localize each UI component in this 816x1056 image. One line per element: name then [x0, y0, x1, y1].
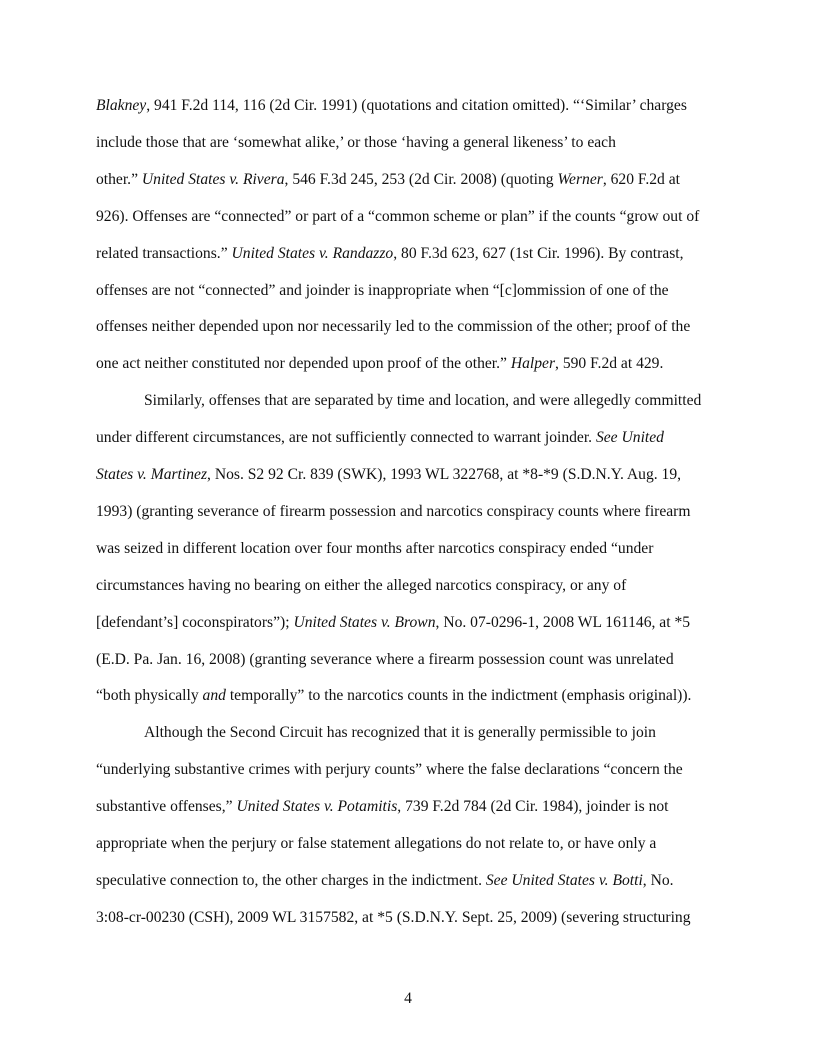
- text-segment: , No. 07-0296-1, 2008 WL 161146, at *5: [435, 613, 691, 631]
- text-line: [96, 834, 656, 854]
- text-segment: substantive offenses,”: [96, 798, 237, 816]
- text-segment: include those that are ‘somewhat alike,’ or those ‘having a general likeness’ to each: [96, 133, 616, 151]
- italic-citation: United States v. Randazzo: [231, 244, 394, 262]
- text-segment: (E.D. Pa. Jan. 16, 2008) (granting severance where a firearm possession count was unrelated: [96, 650, 674, 668]
- text-segment: , 739 F.2d 784 (2d Cir. 1984), joinder is not: [397, 798, 669, 816]
- text-segment: related transactions.”: [96, 244, 232, 262]
- text-line: [144, 723, 656, 743]
- italic-citation: States v. Martinez: [96, 466, 208, 483]
- text-segment: was seized in different location over four months after narcotics conspiracy ended “under: [96, 539, 654, 557]
- text-segment: 926). Offenses are “connected” or part of a “common scheme or plan” if the counts “grow out of: [96, 207, 700, 225]
- text-segment: other.”: [96, 170, 142, 188]
- text-segment: , 80 F.3d 623, 627 (1st Cir. 1996). By contrast,: [393, 244, 684, 262]
- text-line: [96, 170, 680, 190]
- text-segment: “underlying substantive crimes with perjury counts” where the false declarations “concern the: [96, 761, 683, 779]
- italic-citation: Werner: [557, 170, 603, 188]
- text-segment: offenses are not “connected” and joinder is inappropriate when “[c]ommission of one of the: [96, 281, 669, 299]
- italic-citation: Halper: [510, 355, 556, 373]
- text-segment: speculative connection to, the other charges in the indictment.: [96, 871, 486, 889]
- text-segment: , 590 F.2d at 429.: [555, 355, 664, 373]
- text-segment: “both physically: [96, 687, 203, 705]
- text-line: [96, 244, 684, 264]
- text-segment: 3:08-cr-00230 (CSH), 2009 WL 3157582, at *5 (S.D.N.Y. Sept. 25, 2009) (severing structuring: [96, 908, 691, 926]
- text-line: [96, 207, 699, 227]
- page-number: 4: [404, 990, 412, 1007]
- text-segment: , 941 F.2d 114, 116 (2d Cir. 1991) (quotations and citation omitted). “‘Similar’ charges: [146, 97, 687, 114]
- text-line: [96, 465, 681, 485]
- text-segment: , 546 F.3d 245, 253 (2d Cir. 2008) (quoting: [284, 170, 558, 188]
- text-segment: Although the Second Circuit has recognized that it is generally permissible to join: [144, 724, 656, 742]
- text-line: [96, 908, 691, 928]
- italic-citation: United States v. Rivera: [141, 170, 285, 188]
- italic-citation: Blakney: [96, 97, 147, 114]
- text-line: [96, 871, 674, 891]
- italic-citation: United States v. Brown: [293, 613, 436, 631]
- text-segment: under different circumstances, are not sufficiently connected to warrant joinder.: [96, 429, 596, 447]
- italic-citation: United States v. Potamitis: [236, 798, 398, 816]
- text-segment: temporally” to the narcotics counts in the indictment (emphasis original)).: [225, 687, 692, 705]
- text-line: [96, 502, 691, 522]
- text-line: [96, 96, 687, 116]
- text-line: [96, 133, 616, 153]
- text-segment: [defendant’s] coconspirators”);: [96, 613, 294, 631]
- text-segment: 1993) (granting severance of firearm possession and narcotics conspiracy counts where firearm: [96, 502, 691, 520]
- text-line: [96, 354, 663, 374]
- text-line: [96, 428, 664, 448]
- text-line: [96, 317, 690, 337]
- text-line: [96, 797, 669, 817]
- italic-citation: and: [202, 687, 226, 705]
- text-segment: offenses neither depended upon nor necessarily led to the commission of the other; proof of the: [96, 318, 691, 336]
- text-line: [96, 686, 691, 706]
- text-segment: appropriate when the perjury or false statement allegations do not relate to, or have only a: [96, 835, 657, 852]
- text-line: [96, 613, 690, 633]
- italic-citation: See United States v. Botti: [485, 871, 643, 889]
- text-segment: circumstances having no bearing on either the alleged narcotics conspiracy, or any of: [96, 576, 627, 594]
- text-segment: one act neither constituted nor depended upon proof of the other.”: [96, 355, 511, 373]
- text-segment: Similarly, offenses that are separated by time and location, and were allegedly committed: [144, 392, 702, 410]
- italic-citation: See United: [595, 429, 664, 447]
- text-line: [144, 391, 701, 411]
- text-line: [96, 281, 669, 301]
- text-line: [96, 539, 653, 559]
- text-line: [96, 650, 674, 670]
- text-line: [96, 760, 683, 780]
- text-segment: , Nos. S2 92 Cr. 839 (SWK), 1993 WL 322768, at *8-*9 (S.D.N.Y. Aug. 19,: [207, 466, 682, 483]
- text-segment: , No.: [642, 871, 674, 889]
- text-line: [96, 576, 626, 596]
- text-segment: , 620 F.2d at: [602, 170, 680, 188]
